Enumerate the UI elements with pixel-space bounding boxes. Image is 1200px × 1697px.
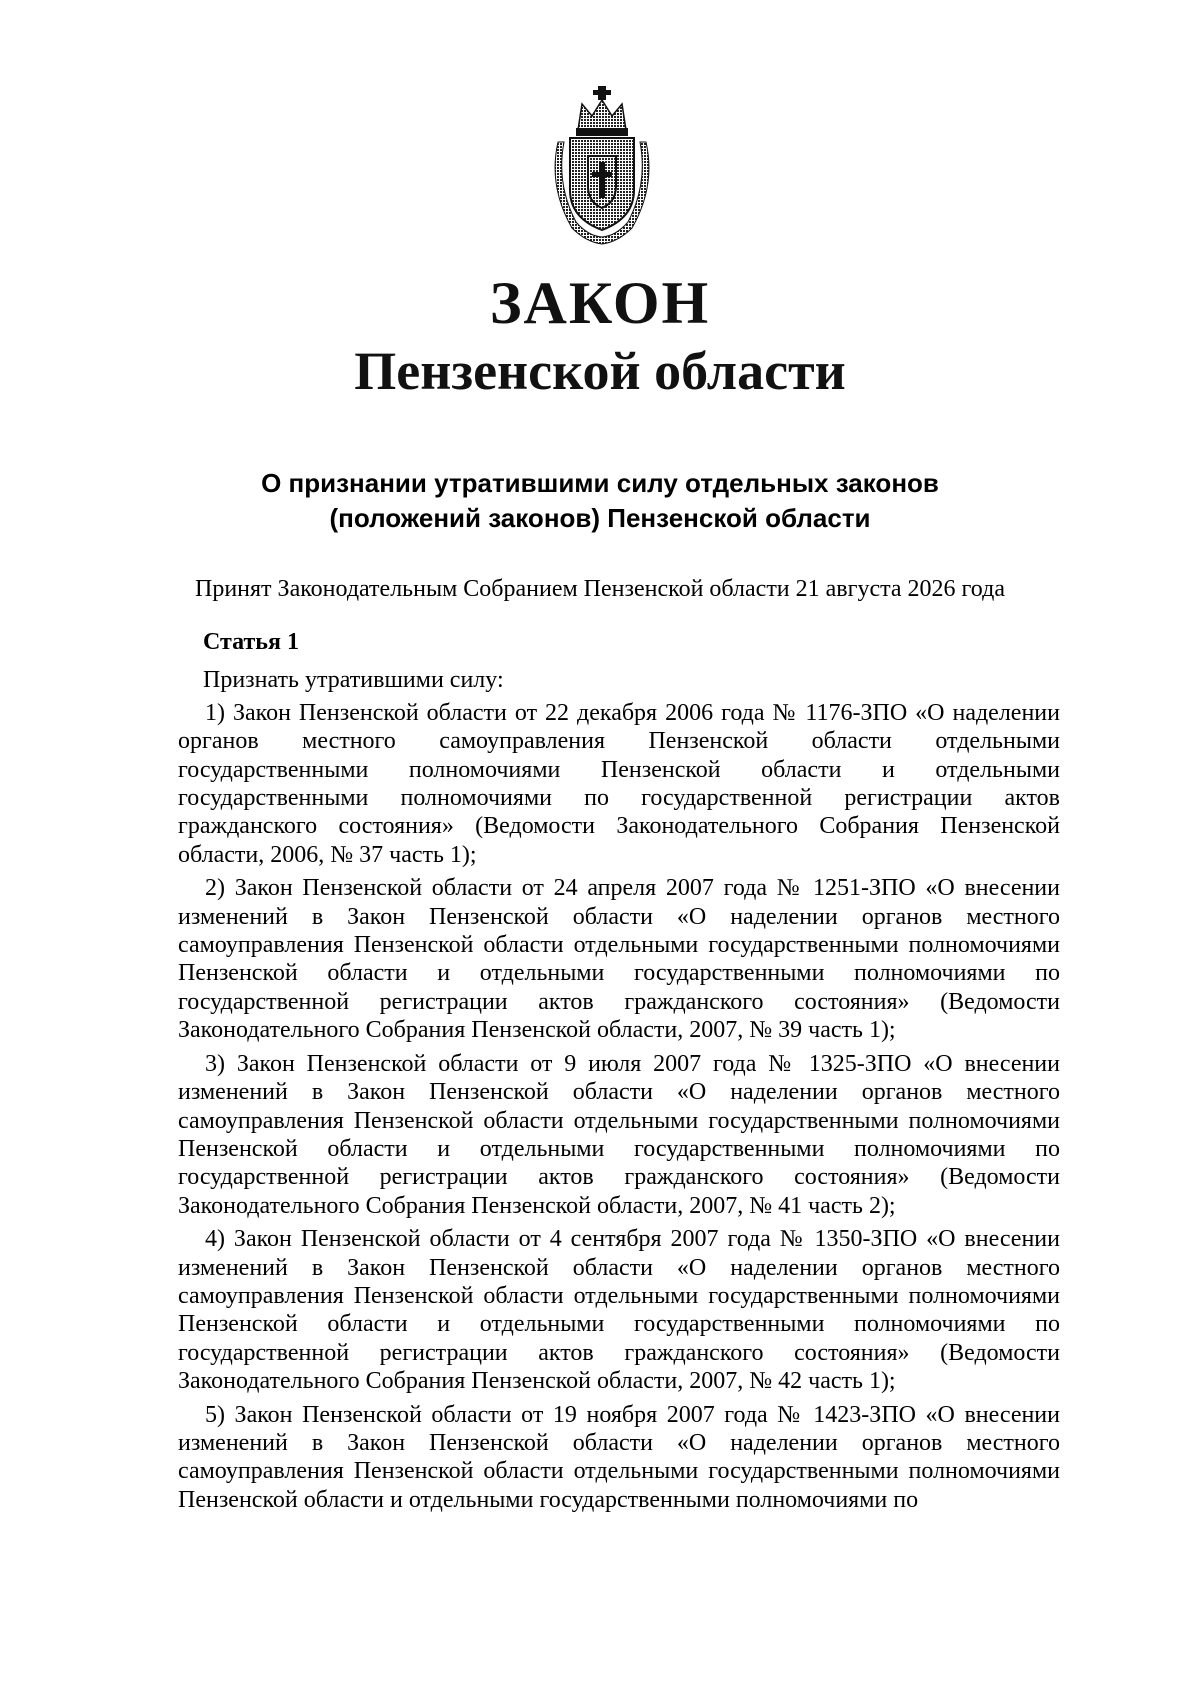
document-body: [178, 628, 1060, 1519]
list-item: 4) Закон Пензенской области от 4 сентября 2007 года № 1350-ЗПО «О внесении изменений в Закон Пензенской области «О наделении органов местного самоуправления Пензенской области отдельными государственными полномочиями Пензенской области и отдельными государственными полномочиями по государственной регистрации актов гражданского состояния» (Ведомости Законодательного Собрания Пензенской области, 2007, № 42 часть 1);: [178, 1226, 1060, 1395]
list-item: 5) Закон Пензенской области от 19 ноября 2007 года № 1423-ЗПО «О внесении изменений в Закон Пензенской области «О наделении органов местного самоуправления Пензенской области отдельными государственными полномочиями Пензенской области и отдельными государственными полномочиями по: [178, 1401, 1060, 1513]
list-item: 2) Закон Пензенской области от 24 апреля 2007 года № 1251-ЗПО «О внесении изменений в Закон Пензенской области «О наделении органов местного самоуправления Пензенской области отдельными государственными полномочиями Пензенской области и отдельными государственными полномочиями по государственной регистрации актов гражданского состояния» (Ведомости Законодательного Собрания Пензенской области, 2007, № 39 часть 1);: [178, 875, 1060, 1044]
adoption-note: Принят Законодательным Собранием Пензенской области 21 августа 2026 года: [195, 576, 1005, 602]
article-intro: Признать утратившими силу:: [203, 667, 504, 694]
list-item: 3) Закон Пензенской области от 9 июля 2007 года № 1325-ЗПО «О внесении изменений в Закон Пензенской области «О наделении органов местного самоуправления Пензенской области отдельными государственными полномочиями Пензенской области и отдельными государственными полномочиями по государственной регистрации актов гражданского состояния» (Ведомости Законодательного Собрания Пензенской области, 2007, № 41 часть 2);: [178, 1050, 1060, 1219]
list-item: 1) Закон Пензенской области от 22 декабря 2006 года № 1176-ЗПО «О наделении органов местного самоуправления Пензенской области отдельными государственными полномочиями Пензенской области и отдельными государственными полномочиями по государственной регистрации актов гражданского состояния» (Ведомости Законодательного Собрания Пензенской области, 2006, № 37 часть 1);: [178, 699, 1060, 868]
document-region: Пензенской области: [354, 341, 846, 401]
coat-of-arms-emblem-icon: [542, 86, 662, 246]
law-subject: [0, 466, 1200, 536]
article-heading: Статья 1: [203, 629, 299, 655]
document-title: ЗАКОН: [489, 270, 711, 336]
law-subject-line-2: (положений законов) Пензенской области: [329, 503, 871, 533]
law-subject-line-1: О признании утратившими силу отдельных законов: [261, 468, 939, 498]
